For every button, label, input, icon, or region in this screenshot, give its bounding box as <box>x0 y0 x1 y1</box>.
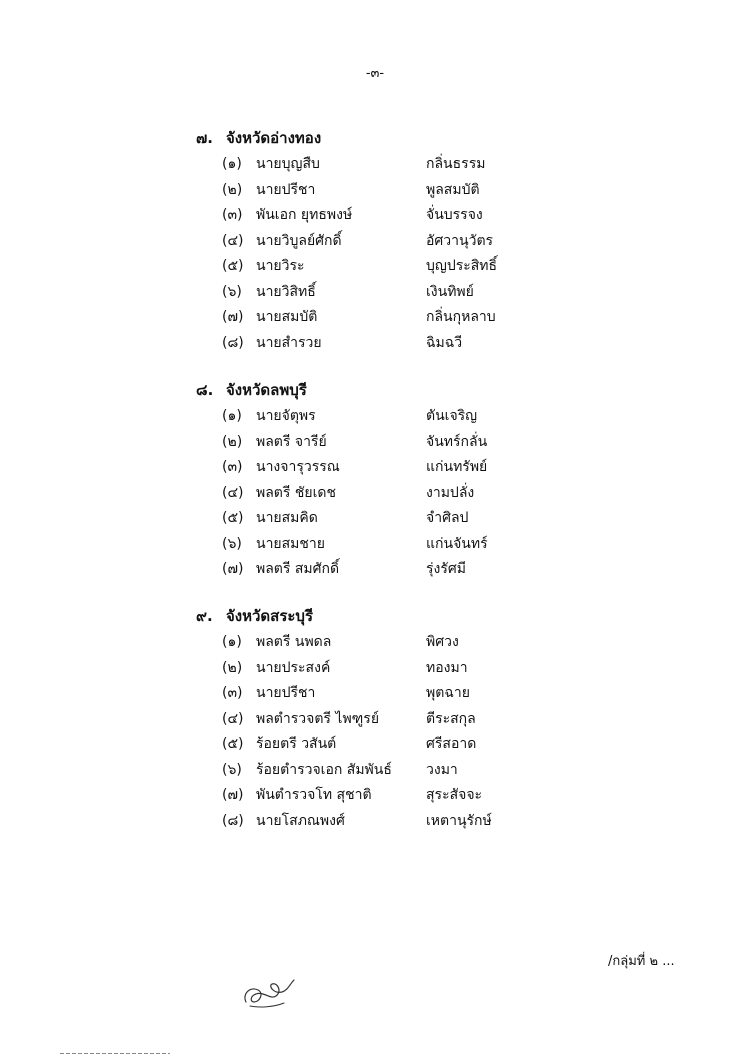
member-index: (๔) <box>222 232 244 249</box>
member-surname: สุระสัจจะ <box>426 787 483 803</box>
member-given-name: นายประสงค์ <box>256 659 331 676</box>
member-surname: งามปลั่ง <box>426 484 475 501</box>
member-index: (๖) <box>222 283 242 300</box>
list-item <box>196 809 596 835</box>
section-title: จังหวัดลพบุรี <box>226 381 307 399</box>
list-item <box>196 557 596 583</box>
member-given-name: พันตำรวจโท สุชาติ <box>256 787 372 803</box>
member-given-name: นางจารุวรรณ <box>256 459 340 475</box>
member-surname: วงมา <box>426 761 458 778</box>
member-index: (๗) <box>222 309 244 325</box>
member-given-name: นายปรีชา <box>256 181 316 198</box>
continuation-note: /กลุ่มที่ ๒ ... <box>608 954 675 969</box>
member-index: (๗) <box>222 787 244 803</box>
section-angthong <box>196 124 596 356</box>
member-index: (๑) <box>222 156 242 172</box>
member-surname: ศรีสอาด <box>426 736 477 752</box>
section-number: ๙. <box>196 607 213 625</box>
member-surname: พุตฉาย <box>426 685 470 701</box>
list-item <box>196 532 596 558</box>
member-surname: เงินทิพย์ <box>426 283 474 300</box>
member-given-name: นายสมชาย <box>256 535 325 552</box>
section-number: ๗. <box>196 129 213 147</box>
member-index: (๑) <box>222 634 242 650</box>
member-surname: อัศวานุวัตร <box>426 232 494 249</box>
list-item <box>196 430 596 456</box>
member-given-name: พันเอก ยุทธพงษ์ <box>256 207 353 223</box>
member-index: (๔) <box>222 710 244 727</box>
member-surname: กลิ่นกุหลาบ <box>426 309 496 325</box>
list-item <box>196 305 596 331</box>
signature-graphic <box>240 972 300 1012</box>
list-item <box>196 280 596 306</box>
list-item <box>196 783 596 809</box>
member-given-name: นายจัตุพร <box>256 408 316 424</box>
member-index: (๕) <box>222 258 244 274</box>
section-heading <box>196 376 596 404</box>
member-surname: ทองมา <box>426 659 468 676</box>
member-given-name: นายวิบูลย์ศักดิ์ <box>256 232 342 249</box>
member-given-name: พลตรี ชัยเดช <box>256 484 336 501</box>
list-item <box>196 152 596 178</box>
member-given-name: นายสมคิด <box>256 510 318 526</box>
section-heading <box>196 602 596 630</box>
member-given-name: นายสมบัติ <box>256 309 318 325</box>
member-index: (๑) <box>222 408 242 424</box>
scan-artifact-line <box>60 1052 170 1055</box>
section-title: จังหวัดอ่างทอง <box>226 129 322 147</box>
member-list <box>196 152 596 356</box>
member-index: (๗) <box>222 561 244 577</box>
list-item <box>196 331 596 357</box>
list-item <box>196 758 596 784</box>
member-index: (๓) <box>222 459 243 475</box>
member-index: (๒) <box>222 659 243 676</box>
member-given-name: พลตรี สมศักดิ์ <box>256 561 340 577</box>
member-surname: จันทร์กลั่น <box>426 433 488 450</box>
member-index: (๕) <box>222 510 244 526</box>
handwritten-initials-mark <box>240 972 300 1016</box>
member-index: (๕) <box>222 736 244 752</box>
list-item <box>196 404 596 430</box>
member-index: (๖) <box>222 535 242 552</box>
member-given-name: ร้อยตรี วสันต์ <box>256 736 337 752</box>
member-given-name: นายบุญสืบ <box>256 156 320 172</box>
section-saraburi <box>196 602 596 834</box>
page-number: -๓- <box>365 66 385 81</box>
member-surname: รุ่งรัศมี <box>426 561 466 577</box>
list-item <box>196 203 596 229</box>
member-surname: จำศิลป <box>426 510 469 526</box>
member-index: (๓) <box>222 685 243 701</box>
list-item <box>196 732 596 758</box>
list-item <box>196 229 596 255</box>
list-item <box>196 178 596 204</box>
member-surname: พิศวง <box>426 634 459 650</box>
list-item <box>196 630 596 656</box>
member-surname: บุญประสิทธิ์ <box>426 258 498 274</box>
member-surname: เหตานุรักษ์ <box>426 812 492 829</box>
list-item <box>196 481 596 507</box>
member-given-name: นายโสภณพงศ์ <box>256 812 345 829</box>
member-index: (๓) <box>222 207 243 223</box>
member-surname: ตีระสกุล <box>426 710 476 727</box>
list-item <box>196 681 596 707</box>
member-index: (๘) <box>222 812 244 829</box>
member-given-name: พลตำรวจตรี ไพฑูรย์ <box>256 710 380 727</box>
member-index: (๒) <box>222 433 243 450</box>
list-item <box>196 455 596 481</box>
member-list <box>196 630 596 834</box>
member-given-name: นายปรีชา <box>256 685 316 701</box>
member-surname: แก่นจันทร์ <box>426 535 488 552</box>
member-given-name: พลตรี นพดล <box>256 634 332 650</box>
member-index: (๖) <box>222 761 242 778</box>
member-surname: กลิ่นธรรม <box>426 156 486 172</box>
section-lopburi <box>196 376 596 583</box>
member-surname: พูลสมบัติ <box>426 181 480 198</box>
section-title: จังหวัดสระบุรี <box>226 607 314 625</box>
list-item <box>196 506 596 532</box>
list-item <box>196 707 596 733</box>
member-given-name: นายวิสิทธิ์ <box>256 283 316 300</box>
member-index: (๒) <box>222 181 243 198</box>
list-item <box>196 254 596 280</box>
section-number: ๘. <box>196 381 214 399</box>
member-index: (๘) <box>222 334 244 351</box>
member-surname: ฉิมฉวี <box>426 334 463 351</box>
member-surname: จั่นบรรจง <box>426 207 483 223</box>
member-given-name: พลตรี จารีย์ <box>256 433 327 450</box>
member-surname: แก่นทรัพย์ <box>426 459 488 475</box>
member-surname: ตันเจริญ <box>426 408 478 424</box>
member-given-name: นายสำรวย <box>256 334 322 351</box>
member-list <box>196 404 596 583</box>
list-item <box>196 656 596 682</box>
member-given-name: นายวิระ <box>256 258 305 274</box>
section-heading <box>196 124 596 152</box>
member-given-name: ร้อยตำรวจเอก สัมพันธ์ <box>256 761 392 778</box>
member-index: (๔) <box>222 484 244 501</box>
